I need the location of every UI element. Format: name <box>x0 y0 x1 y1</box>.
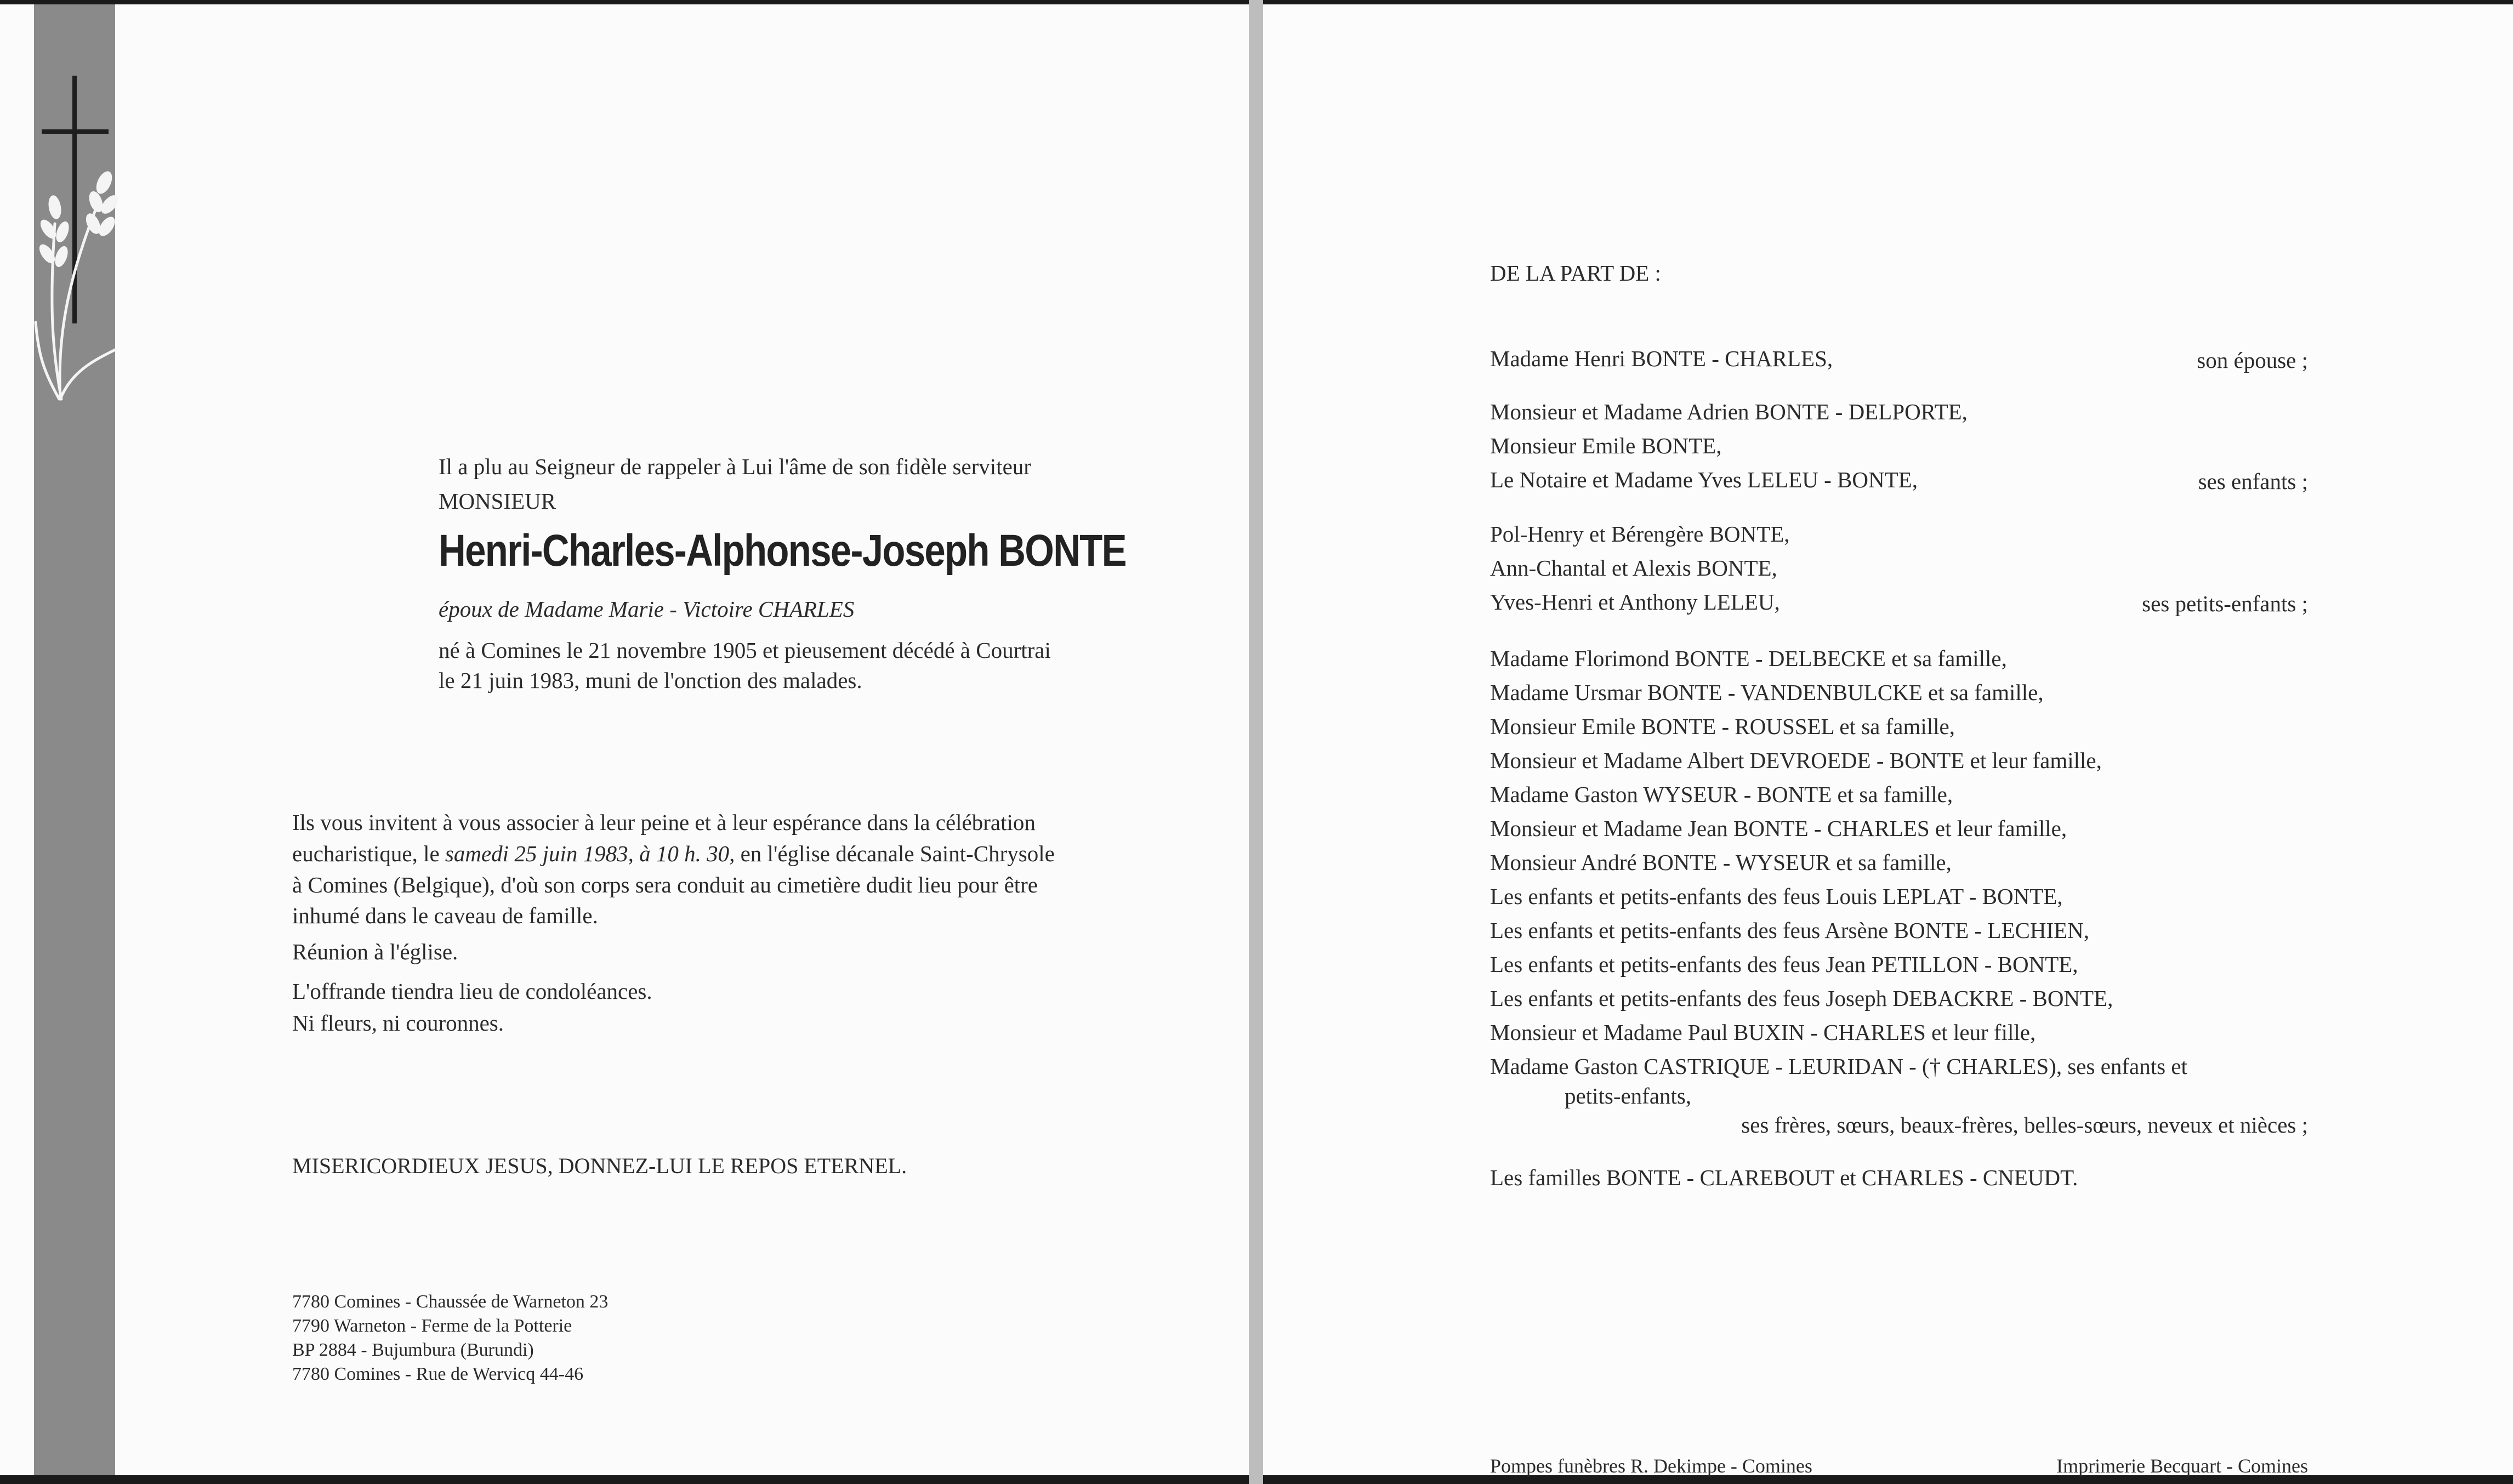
invitation-text: eucharistique, le <box>292 841 440 866</box>
intro-text: Il a plu au Seigneur de rappeler à Lui l'âme de son fidèle serviteur <box>439 454 1031 479</box>
grandchildren-relation: ses petits-enfants ; <box>2142 591 2308 616</box>
heading: DE LA PART DE : <box>1490 260 1661 286</box>
spouse-name: Madame Henri BONTE - CHARLES, <box>1490 346 1833 371</box>
funeral-home: Pompes funèbres R. Dekimpe - Comines <box>1490 1455 1812 1477</box>
right-page <box>1263 4 2513 1475</box>
relative-8: Les enfants et petits-enfants des feus Louis LEPLAT - BONTE, <box>1490 884 2063 909</box>
child-3: Le Notaire et Madame Yves LELEU - BONTE, <box>1490 467 1918 492</box>
address-4: 7780 Comines - Rue de Wervicq 44-46 <box>292 1364 584 1384</box>
page-fold <box>1249 0 1263 1484</box>
relative-6: Monsieur et Madame Jean BONTE - CHARLES et leur famille, <box>1490 816 2067 841</box>
siblings-relation: ses frères, sœurs, beaux-frères, belles-sœurs, neveux et nièces ; <box>1741 1112 2308 1138</box>
grandchild-3: Yves-Henri et Anthony LELEU, <box>1490 589 1780 615</box>
relative-12: Monsieur et Madame Paul BUXIN - CHARLES et leur fille, <box>1490 1020 2036 1045</box>
no-flowers-text: Ni fleurs, ni couronnes. <box>292 1010 504 1036</box>
relative-13-continuation: petits-enfants, <box>1565 1083 1692 1108</box>
child-2: Monsieur Emile BONTE, <box>1490 433 1722 458</box>
grandchild-1: Pol-Henry et Bérengère BONTE, <box>1490 521 1790 547</box>
relative-1: Madame Florimond BONTE - DELBECKE et sa famille, <box>1490 646 2007 671</box>
relative-11: Les enfants et petits-enfants des feus Joseph DEBACKRE - BONTE, <box>1490 986 2113 1011</box>
address-3: BP 2884 - Bujumbura (Burundi) <box>292 1340 534 1360</box>
relative-10: Les enfants et petits-enfants des feus Jean PETILLON - BONTE, <box>1490 952 2078 977</box>
relative-7: Monsieur André BONTE - WYSEUR et sa famille, <box>1490 850 1952 875</box>
prayer-text: MISERICORDIEUX JESUS, DONNEZ-LUI LE REPOS ETERNEL. <box>292 1153 907 1178</box>
printer: Imprimerie Becquart - Comines <box>2056 1455 2308 1477</box>
invitation-line-4: inhumé dans le caveau de famille. <box>292 903 598 928</box>
relative-13: Madame Gaston CASTRIQUE - LEURIDAN - († CHARLES), ses enfants et <box>1490 1054 2187 1079</box>
reunion-text: Réunion à l'église. <box>292 939 458 964</box>
left-page <box>0 4 1249 1475</box>
invitation-line-3: à Comines (Belgique), d'où son corps sera conduit au cimetière dudit lieu pour être <box>292 872 1038 897</box>
relative-4: Monsieur et Madame Albert DEVROEDE - BONTE et leur famille, <box>1490 748 2102 773</box>
child-1: Monsieur et Madame Adrien BONTE - DELPORTE, <box>1490 399 1968 424</box>
wheat-ears-icon <box>33 141 121 410</box>
spouse-relation: son épouse ; <box>2197 348 2308 373</box>
relative-9: Les enfants et petits-enfants des feus Arsène BONTE - LECHIEN, <box>1490 918 2090 943</box>
invitation-line-1: Ils vous invitent à vous associer à leur peine et à leur espérance dans la célébration <box>292 810 1036 835</box>
spouse-line: époux de Madame Marie - Victoire CHARLES <box>439 596 855 622</box>
invitation-line-2 <box>292 838 1055 869</box>
deceased-name: Henri-Charles-Alphonse-Joseph BONTE <box>439 526 1126 576</box>
birth-death-line-2: le 21 juin 1983, muni de l'onction des malades. <box>439 668 862 693</box>
ceremony-date: samedi 25 juin 1983, à 10 h. 30, <box>445 841 735 866</box>
cross-icon-bar <box>42 129 109 134</box>
offering-text: L'offrande tiendra lieu de condoléances. <box>292 979 652 1004</box>
families-line: Les familles BONTE - CLAREBOUT et CHARLES - CNEUDT. <box>1490 1165 2078 1190</box>
address-2: 7790 Warneton - Ferme de la Potterie <box>292 1316 572 1336</box>
children-relation: ses enfants ; <box>2198 469 2308 494</box>
honorific: MONSIEUR <box>439 488 556 514</box>
grandchild-2: Ann-Chantal et Alexis BONTE, <box>1490 555 1777 581</box>
relative-3: Monsieur Emile BONTE - ROUSSEL et sa famille, <box>1490 714 1955 739</box>
birth-death-line-1: né à Comines le 21 novembre 1905 et pieusement décédé à Courtrai <box>439 638 1051 663</box>
relative-2: Madame Ursmar BONTE - VANDENBULCKE et sa famille, <box>1490 680 2044 705</box>
address-1: 7780 Comines - Chaussée de Warneton 23 <box>292 1292 609 1312</box>
relative-5: Madame Gaston WYSEUR - BONTE et sa famille, <box>1490 782 1953 807</box>
church-text: en l'église décanale Saint-Chrysole <box>740 841 1055 866</box>
